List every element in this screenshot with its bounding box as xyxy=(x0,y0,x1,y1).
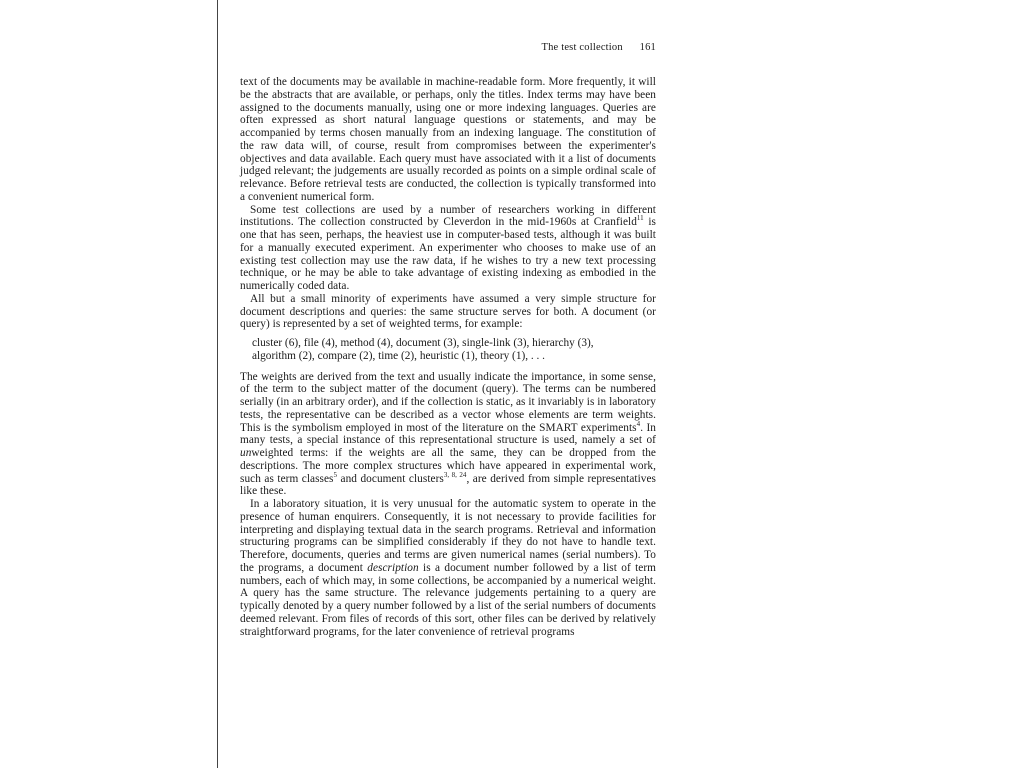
paragraph-text: All but a small minority of experiments have assumed a very simple structure for document descriptions and queries: the same structure serves for both. A document (or query) is represented by a set of weighted terms, for example: xyxy=(240,292,656,331)
paragraph-text: text of the documents may be available in machine-readable form. More frequently, it will be the abstracts that are available, or perhaps, only the titles. Index terms may have been assigned to the documents manually, using one or more indexing languages. Queries are often expressed as short natural language questions or statements, and may be accompanied by terms chosen manually from an indexing language. The constitution of the raw data will, of course, result from compromises between the experimenter's objectives and data available. Each query must have associated with it a list of documents judged relevant; the judgements are usually recorded as points on a simple ordinal scale of relevance. Before retrieval tests are conducted, the collection is typically transformed into a convenient numerical form. xyxy=(240,76,656,203)
paragraph-text: Some test collections are used by a number of researchers working in different institutions. The collection constructed by Cleverdon in the mid-1960s at Cranfield xyxy=(240,203,656,229)
reference-superscript: 4 xyxy=(636,419,641,428)
body-text xyxy=(240,76,656,638)
paragraph-text: . In many tests, a special instance of this representational structure is used, namely a set of xyxy=(240,421,657,447)
emphasis-text: description xyxy=(367,561,419,574)
paragraph-text: The weights are derived from the text and usually indicate the importance, in some sense, of the term to the subject matter of the document (query). The terms can be numbered serially (in an arbitrary order), and if the collection is static, as it invariably is in laboratory tests, the representative can be described as a vector whose elements are term weights. This is the symbolism employed in most of the literature on the SMART experiments xyxy=(240,370,656,434)
paragraph-text: In a laboratory situation, it is very unusual for the automatic system to operate in the presence of human enquirers. Consequently, it is not necessary to provide facilities for interpreting and displaying textual data in the search programs. Retrieval and information structuring programs can be simplified considerably if they do not have to handle text. Therefore, documents, queries and terms are given numerical names (serial numbers). To the programs, a document xyxy=(240,498,656,574)
book-page xyxy=(240,0,656,768)
paragraph-text: weighted terms: if the weights are all the same, they can be dropped from the descriptions. The more complex structures which have appeared in experimental work, such as term classes xyxy=(240,447,656,485)
example-term-line: algorithm (2), compare (2), time (2), heuristic (1), theory (1), . . . xyxy=(252,349,545,362)
paragraphs-before-example xyxy=(240,76,656,331)
running-header xyxy=(541,42,656,53)
example-term-line: cluster (6), file (4), method (4), document (3), single-link (3), hierarchy (3), xyxy=(252,337,594,349)
body-paragraph xyxy=(240,498,656,638)
body-paragraph xyxy=(240,204,656,293)
body-paragraph xyxy=(240,371,656,499)
paragraphs-after-example xyxy=(240,371,656,639)
body-paragraph xyxy=(240,293,656,331)
paragraph-text: is one that has seen, perhaps, the heaviest use in computer-based tests, although it was built for a manually executed experiment. An experimenter who chooses to make use of an existing test collection may use the raw data, if he wishes to try a new text processing technique, or he may be able to take advantage of existing indexing as embodied in the numerically coded data. xyxy=(240,216,656,292)
paragraph-text: and document clusters xyxy=(337,472,444,485)
page-edge-rule xyxy=(217,0,218,768)
page-number: 161 xyxy=(639,42,656,53)
emphasis-text: un xyxy=(240,447,252,459)
example-term-list xyxy=(240,337,656,363)
reference-superscript: 3, 8, 24 xyxy=(443,470,467,479)
body-paragraph xyxy=(240,76,656,204)
running-header-title: The test collection xyxy=(541,42,623,53)
reference-superscript: 5 xyxy=(333,470,338,479)
paragraph-text: , are derived from simple representatives like these. xyxy=(240,472,656,498)
reference-superscript: 11 xyxy=(636,214,644,223)
paragraph-text: is a document number followed by a list of term numbers, each of which may, in some collections, be accompanied by a numerical weight. A query has the same structure. The relevance judgements pertaining to a query are typically denoted by a query number followed by a list of the serial numbers of documents deemed relevant. From files of records of this sort, other files can be derived by relatively straightforward programs, for the later convenience of retrieval programs xyxy=(240,561,656,638)
